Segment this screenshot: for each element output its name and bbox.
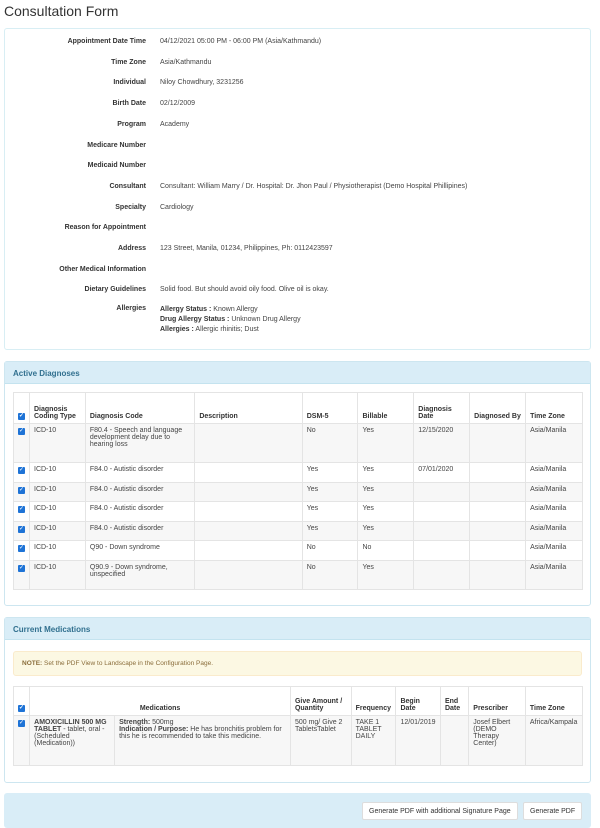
- cell-diagnosis-code: Q90.9 - Down syndrome, unspecified: [85, 560, 194, 589]
- cell-time-zone: Asia/Manila: [526, 560, 583, 589]
- allergies-list-label: Allergies :: [160, 326, 194, 333]
- cell-billable: Yes: [358, 521, 414, 541]
- active-diagnoses-title: Active Diagnoses: [5, 362, 590, 384]
- info-row-time-zone: [5, 59, 590, 71]
- cell-coding-type: ICD-10: [30, 560, 86, 589]
- header-diagnosis-code: Diagnosis Code: [85, 393, 194, 424]
- info-label: Medicare Number: [87, 141, 146, 149]
- info-row-reason-for-appointment: [5, 224, 590, 236]
- allergy-status-label: Allergy Status :: [160, 306, 212, 313]
- cell-medication-name: [30, 716, 115, 766]
- cell-billable: Yes: [358, 502, 414, 522]
- cell-dsm5: Yes: [302, 521, 358, 541]
- header-give-amount: Give Amount / Quantity: [290, 687, 351, 716]
- header-begin-date: Begin Date: [396, 687, 441, 716]
- info-row-medicaid-number: [5, 162, 590, 174]
- select-all-diagnoses-checkbox[interactable]: ✓: [18, 413, 25, 419]
- strength-value: 500mg: [150, 719, 174, 726]
- cell-dsm5: No: [302, 541, 358, 561]
- cell-diagnosis-code: F84.0 - Autistic disorder: [85, 521, 194, 541]
- note-label: NOTE:: [22, 660, 43, 667]
- cell-description: [195, 424, 302, 463]
- cell-billable: No: [358, 541, 414, 561]
- info-row-specialty: [5, 204, 590, 216]
- medication-detail: - tablet, oral - (Scheduled (Medication)): [34, 726, 105, 747]
- cell-time-zone: Asia/Manila: [526, 541, 583, 561]
- header-time-zone: Time Zone: [526, 393, 583, 424]
- info-row-dietary-guidelines: [5, 286, 590, 298]
- diagnosis-row: [14, 424, 583, 463]
- diagnosis-checkbox[interactable]: ✓: [18, 564, 25, 571]
- drug-allergy-status-value: Unknown Drug Allergy: [229, 316, 301, 323]
- cell-diagnosis-code: F84.0 - Autistic disorder: [85, 502, 194, 522]
- cell-diagnosed-by: [470, 482, 526, 502]
- cell-time-zone: Asia/Manila: [526, 424, 583, 463]
- cell-description: [195, 541, 302, 561]
- diagnosis-checkbox[interactable]: ✓: [18, 525, 25, 532]
- diagnosis-row: [14, 502, 583, 522]
- header-diagnosis-date: Diagnosis Date: [414, 393, 470, 424]
- cell-diagnosis-date: [414, 482, 470, 502]
- info-label: Other Medical Information: [59, 265, 146, 273]
- allergy-status-value: Known Allergy: [211, 306, 258, 313]
- cell-description: [195, 560, 302, 589]
- cell-diagnosed-by: [470, 560, 526, 589]
- info-label: Program: [117, 120, 146, 128]
- header-diagnosed-by: Diagnosed By: [470, 393, 526, 424]
- diagnosis-row: [14, 463, 583, 483]
- cell-time-zone: Asia/Manila: [526, 521, 583, 541]
- current-medications-title: Current Medications: [5, 618, 590, 640]
- active-diagnoses-panel: [4, 361, 591, 606]
- info-row-medicare-number: [5, 142, 590, 154]
- header-medications: Medications: [30, 687, 291, 716]
- medications-header-row: [14, 687, 583, 716]
- strength-label: Strength:: [119, 719, 151, 726]
- info-row-address: [5, 245, 590, 257]
- cell-time-zone: Africa/Kampala: [525, 716, 582, 766]
- diagnoses-table: [13, 392, 583, 590]
- info-label: Individual: [113, 79, 146, 87]
- cell-time-zone: Asia/Manila: [526, 463, 583, 483]
- cell-diagnosed-by: [470, 424, 526, 463]
- cell-begin-date: 12/01/2019: [396, 716, 441, 766]
- info-label: Time Zone: [111, 58, 146, 66]
- header-billable: Billable: [358, 393, 414, 424]
- medications-table: [13, 686, 583, 766]
- diagnosis-checkbox[interactable]: ✓: [18, 467, 25, 473]
- medication-name: AMOXICILLIN 500 MG TABLET: [34, 719, 107, 733]
- info-value: 04/12/2021 05:00 PM - 06:00 PM (Asia/Kathmandu): [160, 38, 322, 45]
- cell-coding-type: ICD-10: [30, 541, 86, 561]
- info-value: 123 Street, Manila, 01234, Philippines, Ph: 0112423597: [160, 245, 333, 252]
- medication-row: [14, 716, 583, 766]
- info-label: Consultant: [109, 182, 146, 190]
- cell-coding-type: ICD-10: [30, 482, 86, 502]
- diagnosis-row: [14, 560, 583, 589]
- cell-description: [195, 502, 302, 522]
- cell-coding-type: ICD-10: [30, 521, 86, 541]
- diagnosis-row: [14, 541, 583, 561]
- cell-medication-info: [115, 716, 291, 766]
- cell-give-amount: 500 mg/ Give 2 TabletsTablet: [290, 716, 351, 766]
- cell-time-zone: Asia/Manila: [526, 502, 583, 522]
- cell-billable: Yes: [358, 463, 414, 483]
- diagnosis-checkbox[interactable]: ✓: [18, 506, 25, 512]
- cell-diagnosis-code: F84.0 - Autistic disorder: [85, 482, 194, 502]
- cell-description: [195, 482, 302, 502]
- cell-dsm5: No: [302, 560, 358, 589]
- info-row-appointment-date-time: [5, 38, 590, 50]
- cell-prescriber: Josef Elbert (DEMO Therapy Center): [469, 716, 526, 766]
- cell-diagnosed-by: [470, 502, 526, 522]
- cell-frequency: TAKE 1 TABLET DAILY: [351, 716, 396, 766]
- info-label: Reason for Appointment: [64, 224, 146, 232]
- info-label: Medicaid Number: [87, 162, 146, 170]
- cell-billable: Yes: [358, 482, 414, 502]
- info-value: 02/12/2009: [160, 100, 196, 108]
- header-prescriber: Prescriber: [469, 687, 526, 716]
- cell-diagnosis-code: F80.4 - Speech and language development delay due to hearing loss: [85, 424, 194, 463]
- purpose-label: Indication / Purpose:: [119, 726, 189, 733]
- info-row-consultant: [5, 183, 590, 195]
- diagnosis-row: [14, 482, 583, 502]
- cell-end-date: [440, 716, 468, 766]
- cell-description: [195, 521, 302, 541]
- drug-allergy-status-label: Drug Allergy Status :: [160, 316, 230, 323]
- landscape-note-alert: [13, 651, 582, 676]
- info-row-other-medical-information: [5, 266, 590, 278]
- info-value: Academy: [160, 120, 190, 128]
- cell-billable: Yes: [358, 424, 414, 463]
- cell-dsm5: Yes: [302, 463, 358, 483]
- cell-dsm5: Yes: [302, 502, 358, 522]
- medication-checkbox[interactable]: ✓: [18, 720, 25, 726]
- cell-dsm5: No: [302, 424, 358, 463]
- diagnosis-checkbox[interactable]: ✓: [18, 545, 25, 551]
- info-label: Address: [117, 245, 146, 252]
- cell-billable: Yes: [358, 560, 414, 589]
- note-text: Set the PDF View to Landscape in the Configuration Page.: [42, 660, 214, 667]
- cell-diagnosis-date: [414, 502, 470, 522]
- current-medications-panel: [4, 617, 591, 783]
- cell-diagnosis-date: [414, 541, 470, 561]
- header-frequency: Frequency: [351, 687, 396, 716]
- info-row-birth-date: [5, 100, 590, 112]
- cell-diagnosed-by: [470, 463, 526, 483]
- select-all-medications-checkbox[interactable]: ✓: [18, 705, 25, 711]
- cell-diagnosis-date: [414, 521, 470, 541]
- cell-diagnosed-by: [470, 521, 526, 541]
- info-row-individual: [5, 79, 590, 91]
- footer-actions: [4, 793, 591, 828]
- info-value: Niloy Chowdhury, 3231256: [160, 79, 244, 87]
- header-time-zone: Time Zone: [525, 687, 582, 716]
- appointment-info-panel: [4, 28, 591, 350]
- cell-diagnosis-code: F84.0 - Autistic disorder: [85, 463, 194, 483]
- info-row-program: [5, 121, 590, 133]
- diagnosis-checkbox[interactable]: ✓: [18, 486, 25, 493]
- allergies-list-value: Allergic rhinitis; Dust: [193, 326, 259, 333]
- cell-diagnosis-date: [414, 560, 470, 589]
- cell-coding-type: ICD-10: [30, 502, 86, 522]
- cell-diagnosis-code: Q90 - Down syndrome: [85, 541, 194, 561]
- info-value: Asia/Kathmandu: [160, 58, 212, 66]
- cell-diagnosis-date: 12/15/2020: [414, 424, 470, 463]
- diagnoses-header-row: [14, 393, 583, 424]
- info-value: Solid food. But should avoid oily food. Olive oil is okay.: [160, 286, 329, 294]
- info-label: Birth Date: [112, 100, 146, 108]
- info-row-allergies: [5, 305, 590, 341]
- page-title: Consultation Form: [4, 3, 119, 19]
- generate-pdf-button[interactable]: Generate PDF: [523, 802, 582, 820]
- info-label: Dietary Guidelines: [84, 286, 146, 294]
- header-dsm5: DSM-5: [302, 393, 358, 424]
- cell-time-zone: Asia/Manila: [526, 482, 583, 502]
- header-description: Description: [195, 393, 302, 424]
- purpose-value: He has bronchitis problem for this he is recommended to take this medicine.: [119, 726, 282, 740]
- diagnosis-row: [14, 521, 583, 541]
- cell-diagnosed-by: [470, 541, 526, 561]
- allergies-value: [160, 305, 301, 335]
- info-label: Appointment Date Time: [67, 38, 146, 45]
- info-label: Allergies: [116, 305, 146, 312]
- cell-coding-type: ICD-10: [30, 463, 86, 483]
- cell-coding-type: ICD-10: [30, 424, 86, 463]
- cell-diagnosis-date: 07/01/2020: [414, 463, 470, 483]
- diagnosis-checkbox[interactable]: ✓: [18, 428, 25, 434]
- header-coding-type: Diagnosis Coding Type: [30, 393, 86, 424]
- info-value: Cardiology: [160, 203, 194, 211]
- header-end-date: End Date: [440, 687, 468, 716]
- cell-description: [195, 463, 302, 483]
- info-value: Consultant: William Marry / Dr. Hospital: Dr. Jhon Paul / Physiotherapist (Demo Hospital Phillipines): [160, 182, 468, 190]
- cell-dsm5: Yes: [302, 482, 358, 502]
- info-label: Specialty: [115, 203, 146, 211]
- generate-pdf-signature-button[interactable]: Generate PDF with additional Signature Page: [362, 802, 518, 820]
